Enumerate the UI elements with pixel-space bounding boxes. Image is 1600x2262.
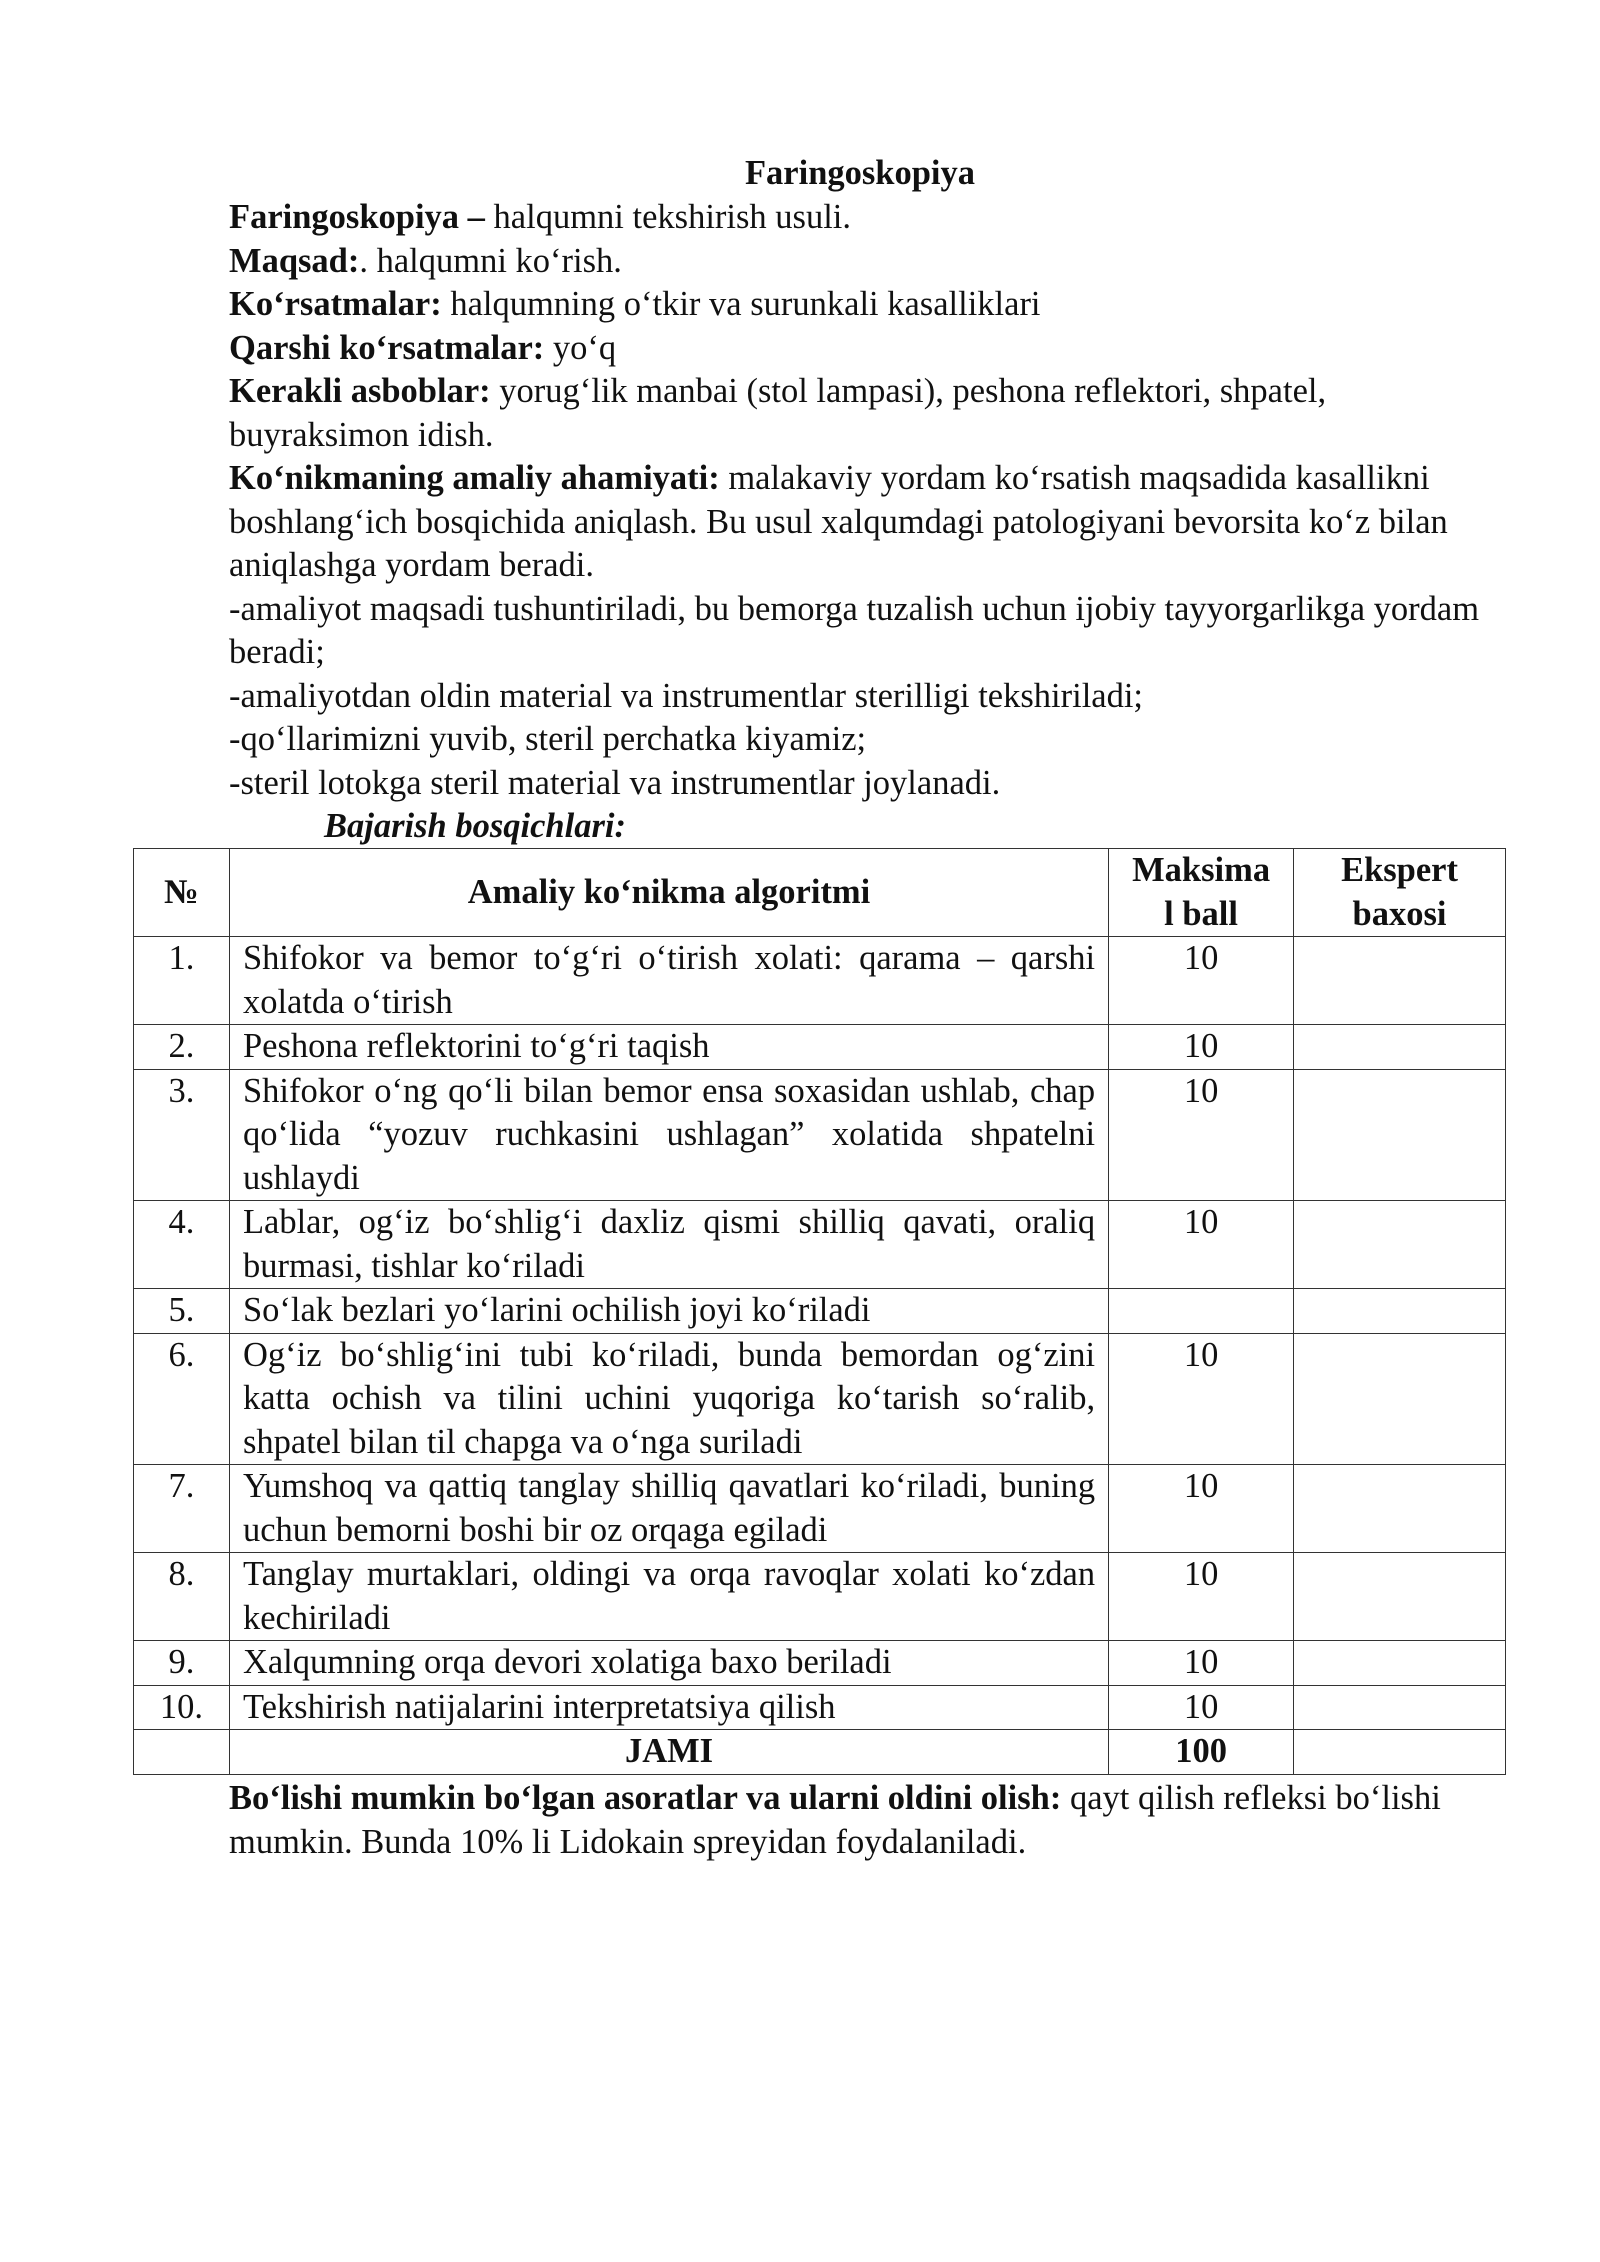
row-step: Tanglay murtaklari, oldingi va orqa ravoqlar xolati ko‘zdan kechiriladi — [229, 1553, 1108, 1641]
prep-step: -qo‘llarimizni yuvib, steril perchatka kiyamiz; — [229, 720, 867, 758]
header-number: № — [134, 849, 230, 937]
row-points: 10 — [1109, 937, 1294, 1025]
definition-label: Faringoskopiya – — [229, 198, 485, 236]
row-number: 1. — [134, 937, 230, 1025]
total-number-cell — [134, 1730, 230, 1775]
row-number: 8. — [134, 1553, 230, 1641]
instruments-text: yorug‘lik manbai (stol lampasi), peshona reflektori, shpatel, buyraksimon idish. — [229, 372, 1327, 454]
purpose-paragraph — [229, 240, 1489, 284]
definition-text: halqumni tekshirish usuli. — [484, 198, 851, 236]
table-row — [134, 1465, 1506, 1553]
row-step: Yumshoq va qattiq tanglay shilliq qavatlari ko‘riladi, buning uchun bemorni boshi bir oz orqaga egiladi — [229, 1465, 1108, 1553]
table-total-row — [134, 1730, 1506, 1775]
row-expert-score — [1294, 937, 1506, 1025]
instruments-label: Kerakli asboblar: — [229, 372, 491, 410]
contraindications-label: Qarshi ko‘rsatmalar: — [229, 328, 545, 367]
row-step: Lablar, og‘iz bo‘shlig‘i daxliz qismi shilliq qavati, oraliq burmasi, tishlar ko‘riladi — [229, 1201, 1108, 1289]
significance-text: malakaviy yordam ko‘rsatish maqsadida kasallikni boshlang‘ich bosqichida aniqlash. Bu usul xalqumdagi patologiyani bevorsita ko‘z bilan aniqlashga yordam beradi. — [229, 459, 1448, 584]
row-points — [1109, 1289, 1294, 1334]
stages-heading: Bajarish bosqichlari: — [324, 807, 626, 845]
complications-paragraph — [229, 1777, 1489, 1864]
row-step: Xalqumning orqa devori xolatiga baxo beriladi — [229, 1641, 1108, 1686]
table-row — [134, 1641, 1506, 1686]
definition-paragraph — [229, 196, 1489, 240]
row-expert-score — [1294, 1069, 1506, 1201]
purpose-text: . halqumni ko‘rish. — [359, 241, 622, 280]
indications-text: halqumning o‘tkir va surunkali kasalliklari — [441, 285, 1041, 323]
contraindications-text: yo‘q — [544, 328, 617, 367]
row-step: So‘lak bezlari yo‘larini ochilish joyi ko‘riladi — [229, 1289, 1108, 1334]
prep-step: -steril lotokga steril material va instrumentlar joylanadi. — [229, 763, 1001, 802]
table-row — [134, 1069, 1506, 1201]
table-header-row — [134, 849, 1506, 937]
row-number: 5. — [134, 1289, 230, 1334]
table-row — [134, 1289, 1506, 1334]
row-step: Shifokor va bemor to‘g‘ri o‘tirish xolati: qarama – qarshi xolatda o‘tirish — [229, 937, 1108, 1025]
table-row — [134, 1333, 1506, 1465]
row-expert-score — [1294, 1025, 1506, 1070]
row-expert-score — [1294, 1289, 1506, 1334]
indications-label: Ko‘rsatmalar: — [229, 285, 442, 323]
instruments-paragraph — [229, 370, 1489, 457]
row-step: Peshona reflektorini to‘g‘ri taqish — [229, 1025, 1108, 1070]
total-label: JAMI — [229, 1730, 1108, 1775]
row-step: Tekshirish natijalarini interpretatsiya qilish — [229, 1685, 1108, 1730]
table-row — [134, 1025, 1506, 1070]
row-step: Shifokor o‘ng qo‘li bilan bemor ensa soxasidan ushlab, chap qo‘lida “yozuv ruchkasini ushlagan” xolatida shpatelni ushlaydi — [229, 1069, 1108, 1201]
header-expert-line1: Ekspert — [1341, 851, 1458, 889]
header-max-points — [1109, 849, 1294, 937]
row-number: 7. — [134, 1465, 230, 1553]
complications-section — [229, 1777, 1489, 1864]
row-number: 10. — [134, 1685, 230, 1730]
page-title: Faringoskopiya — [744, 154, 976, 192]
significance-paragraph — [229, 457, 1489, 588]
row-expert-score — [1294, 1201, 1506, 1289]
complications-text: qayt qilish refleksi bo‘lishi mumkin. Bunda 10% li Lidokain spreyidan foydalaniladi. — [229, 1779, 1441, 1861]
table-row — [134, 1201, 1506, 1289]
row-points: 10 — [1109, 1465, 1294, 1553]
row-points: 10 — [1109, 1553, 1294, 1641]
prep-step: -amaliyotdan oldin material va instrumentlar sterilligi tekshiriladi; — [229, 676, 1144, 715]
row-expert-score — [1294, 1333, 1506, 1465]
complications-label: Bo‘lishi mumkin bo‘lgan asoratlar va ularni oldini olish: — [229, 1779, 1062, 1817]
total-expert-cell — [1294, 1730, 1506, 1775]
table-row — [134, 1685, 1506, 1730]
row-number: 4. — [134, 1201, 230, 1289]
row-number: 2. — [134, 1025, 230, 1070]
row-expert-score — [1294, 1465, 1506, 1553]
row-step: Og‘iz bo‘shlig‘ini tubi ko‘riladi, bunda bemordan og‘zini katta ochish va tilini uchini yuqoriga ko‘tarish so‘ralib, shpatel bilan til chapga va o‘nga suriladi — [229, 1333, 1108, 1465]
row-points: 10 — [1109, 1201, 1294, 1289]
header-max-line1: Maksima — [1132, 851, 1271, 889]
header-algorithm: Amaliy ko‘nikma algoritmi — [229, 849, 1108, 937]
row-number: 6. — [134, 1333, 230, 1465]
row-points: 10 — [1109, 1333, 1294, 1465]
row-points: 10 — [1109, 1025, 1294, 1070]
total-points: 100 — [1109, 1730, 1294, 1775]
table-row — [134, 937, 1506, 1025]
significance-label: Ko‘nikmaning amaliy ahamiyati: — [229, 459, 720, 497]
row-points: 10 — [1109, 1685, 1294, 1730]
header-expert-line2: baxosi — [1352, 894, 1447, 933]
purpose-label: Maqsad: — [229, 241, 360, 280]
header-expert — [1294, 849, 1506, 937]
contraindications-paragraph — [229, 327, 1489, 371]
row-number: 9. — [134, 1641, 230, 1686]
row-expert-score — [1294, 1641, 1506, 1686]
row-expert-score — [1294, 1685, 1506, 1730]
algorithm-table — [133, 848, 1506, 1775]
indications-paragraph — [229, 283, 1489, 327]
row-expert-score — [1294, 1553, 1506, 1641]
row-number: 3. — [134, 1069, 230, 1201]
row-points: 10 — [1109, 1069, 1294, 1201]
row-points: 10 — [1109, 1641, 1294, 1686]
prep-step: -amaliyot maqsadi tushuntiriladi, bu bemorga tuzalish uchun ijobiy tayyorgarlikga yordam beradi; — [229, 589, 1480, 671]
header-max-line2: l ball — [1164, 894, 1238, 933]
intro-section — [229, 196, 1489, 849]
table-row — [134, 1553, 1506, 1641]
